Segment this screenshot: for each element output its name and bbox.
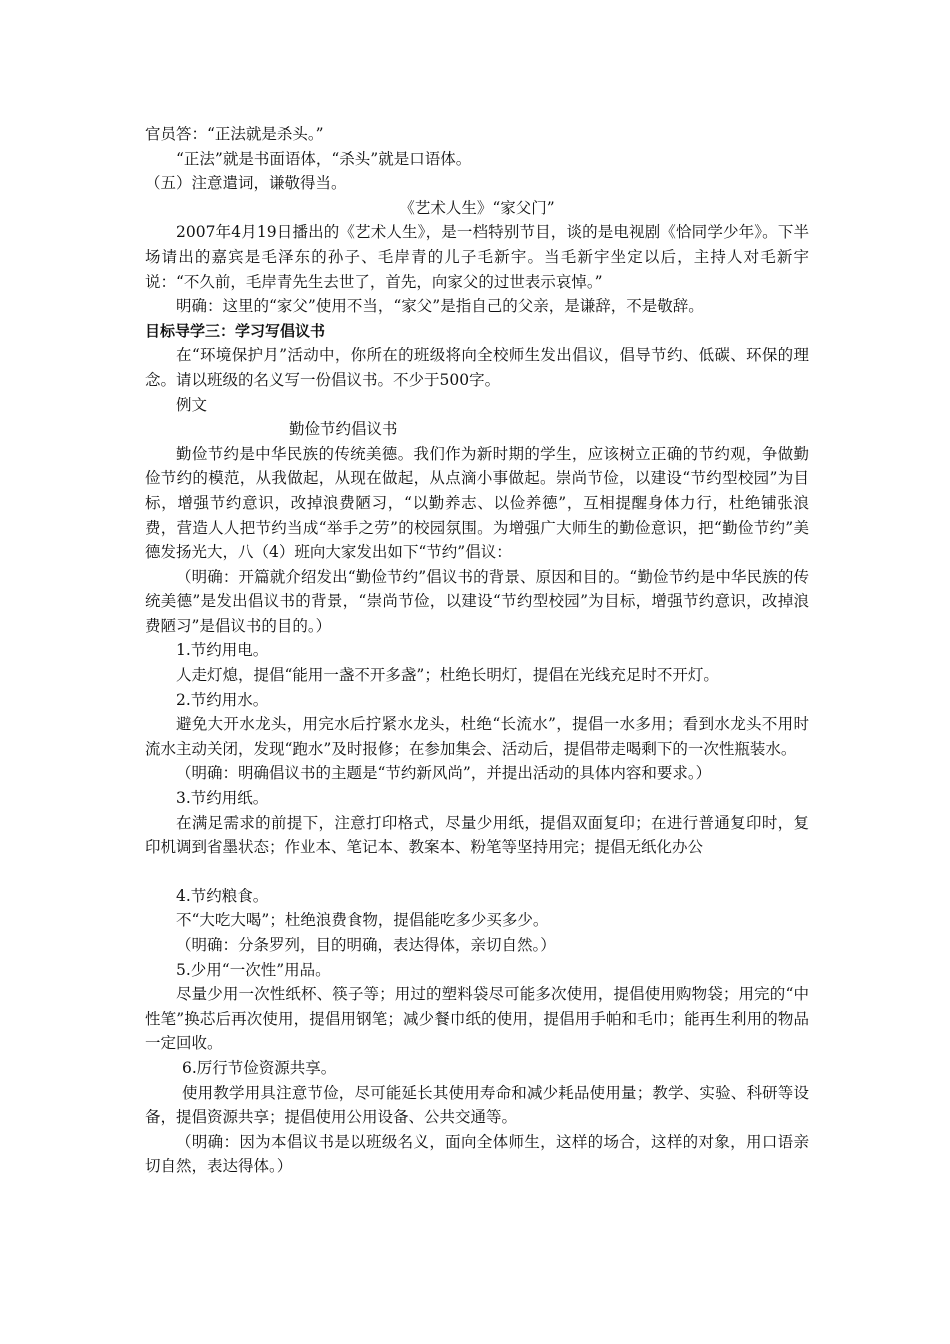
document-body xyxy=(145,122,809,1179)
paragraph: （五）注意遣词，谦敬得当。 xyxy=(145,174,347,193)
paragraph: 在“环境保护月”活动中，你所在的班级将向全校师生发出倡议，倡导节约、低碳、环保的理念。请以班级的名义写一份倡议书。不少于500字。 xyxy=(145,346,809,389)
list-item-heading: 5.少用“一次性”用品。 xyxy=(176,960,331,979)
list-item-heading: 1.节约用电。 xyxy=(176,641,269,660)
paragraph: （明确：分条罗列，目的明确，表达得体，亲切自然。） xyxy=(176,936,556,954)
list-item-heading: 6.厉行节俭资源共享。 xyxy=(182,1058,337,1077)
paragraph: 不“大吃大喝”；杜绝浪费食物，提倡能吃多少买多少。 xyxy=(176,911,549,930)
paragraph: 尽量少用一次性纸杯、筷子等；用过的塑料袋尽可能多次使用，提倡使用购物袋；用完的“中性笔”换芯后再次使用，提倡用钢笔；减少餐巾纸的使用，提倡用手帕和毛巾；能再生利用的物品一定回收。 xyxy=(145,985,809,1053)
section-heading: 目标导学三：学习写倡议书 xyxy=(145,321,326,340)
list-item-heading: 2.节约用水。 xyxy=(176,690,269,709)
sample-essay-title: 勤俭节约倡议书 xyxy=(289,420,398,439)
paragraph: 官员答：“正法就是杀头。” xyxy=(145,125,324,143)
paragraph: 在满足需求的前提下，注意打印格式，尽量少用纸，提倡双面复印；在进行普通复印时，复印机调到省墨状态；作业本、笔记本、教案本、粉笔等坚持用完；提倡无纸化办公 xyxy=(145,813,809,857)
list-item-heading: 4.节约粮食。 xyxy=(176,886,269,905)
paragraph: （明确：明确倡议书的主题是“节约新风尚”，并提出活动的具体内容和要求。） xyxy=(176,764,712,783)
paragraph: 明确：这里的“家父”使用不当，“家父”是指自己的父亲，是谦辞，不是敬辞。 xyxy=(176,297,704,316)
paragraph: 避免大开水龙头，用完水后拧紧水龙头，杜绝“长流水”，提倡一水多用；看到水龙头不用时流水主动关闭，发现“跑水”及时报修；在参加集会、活动后，提倡带走喝剩下的一次性瓶装水。 xyxy=(145,715,809,758)
paragraph: 例文 xyxy=(176,395,208,414)
paragraph: 人走灯熄，提倡“能用一盏不开多盏”；杜绝长明灯，提倡在光线充足时不开灯。 xyxy=(176,666,719,685)
paragraph: （明确：因为本倡议书是以班级名义，面向全体师生，这样的场合，这样的对象，用口语亲切自然，表达得体。） xyxy=(145,1132,809,1176)
paragraph: 使用教学用具注意节俭，尽可能延长其使用寿命和减少耗品使用量；教学、实验、科研等设备，提倡资源共享；提倡使用公用设备、公共交通等。 xyxy=(145,1083,809,1127)
paragraph: （明确：开篇就介绍发出“勤俭节约”倡议书的背景、原因和目的。“勤俭节约是中华民族的传统美德”是发出倡议书的背景，“崇尚节俭，以建设“节约型校园”为目标，增强节约意识，改掉浪费陋习”是倡议书的目的。） xyxy=(145,567,809,635)
blank-line xyxy=(145,860,809,884)
paragraph: 勤俭节约是中华民族的传统美德。我们作为新时期的学生，应该树立正确的节约观，争做勤俭节约的模范，从我做起，从现在做起，从点滴小事做起。崇尚节俭，以建设“节约型校园”为目标，增强节约意识，改掉浪费陋习，“以勤养志、以俭养德”，互相提醒身体力行，杜绝铺张浪费，营造人人把节约当成“举手之劳”的校园氛围。为增强广大师生的勤俭意识，把“勤俭节约”美德发扬光大，八（4）班向大家发出如下“节约”倡议： xyxy=(145,444,809,562)
list-item-heading: 3.节约用纸。 xyxy=(176,789,269,808)
paragraph: 2007年4月19日播出的《艺术人生》，是一档特别节目，谈的是电视剧《恰同学少年》。下半场请出的嘉宾是毛泽东的孙子、毛岸青的儿子毛新宇。当毛新宇坐定以后，主持人对毛新宇说：“不久前，毛岸青先生去世了，首先，向家父的过世表示哀悼。” xyxy=(145,223,809,291)
case-title: 《艺术人生》“家父门” xyxy=(399,198,555,217)
paragraph: “正法”就是书面语体，“杀头”就是口语体。 xyxy=(176,149,472,168)
